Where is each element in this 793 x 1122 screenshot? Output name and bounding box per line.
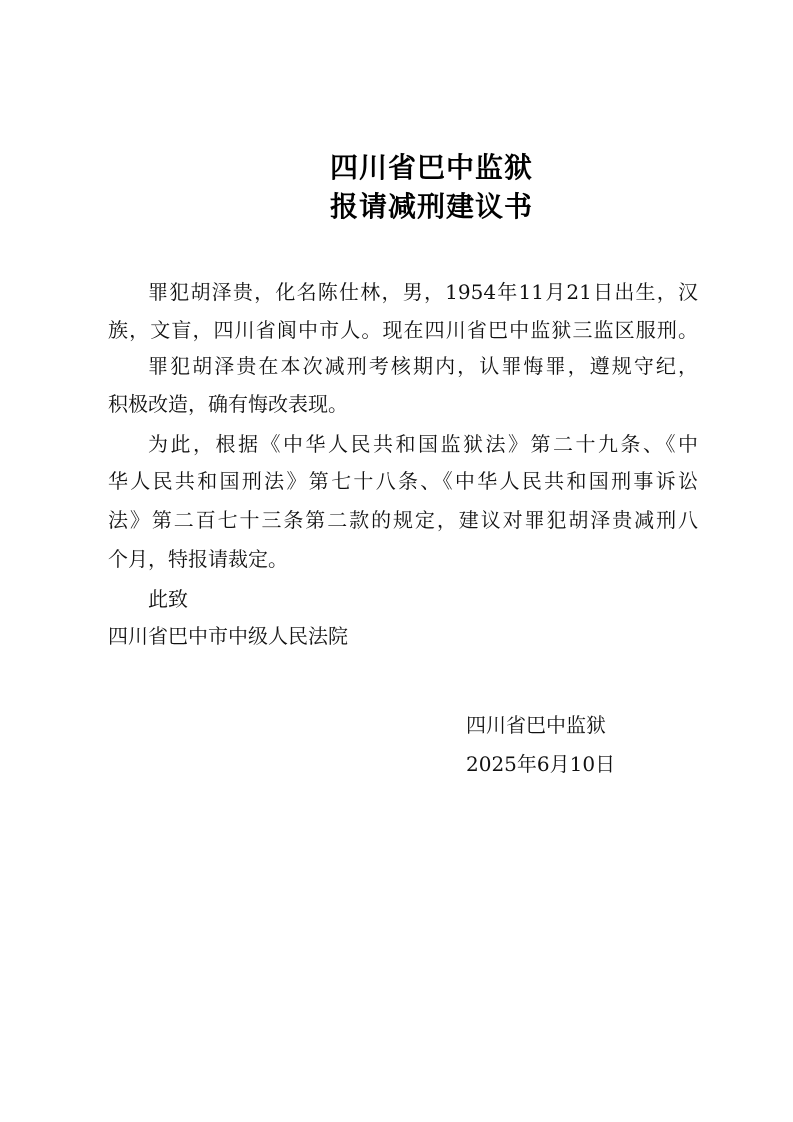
- paragraph3-line2: 华人民共和国刑法》第七十八条、《中华人民共和国刑事诉讼: [108, 469, 698, 493]
- paragraph3-line4: 个月，特报请裁定。: [108, 547, 288, 571]
- paragraph1-line2: 族，文盲，四川省阆中市人。现在四川省巴中监狱三监区服刑。: [108, 318, 698, 342]
- signature-date: 2025年6月10日: [466, 752, 616, 776]
- paragraph1-line1: 罪犯胡泽贵，化名陈仕林，男，1954年11月21日出生，汉: [148, 280, 698, 304]
- paragraph3-line1: 为此，根据《中华人民共和国监狱法》第二十九条、《中: [148, 432, 698, 456]
- paragraph2-line2: 积极改造，确有悔改表现。: [108, 392, 348, 416]
- paragraph3-line3: 法》第二百七十三条第二款的规定，建议对罪犯胡泽贵减刑八: [108, 508, 698, 532]
- signature-org: 四川省巴中监狱: [466, 713, 606, 737]
- paragraph2-line1: 罪犯胡泽贵在本次减刑考核期内，认罪悔罪，遵规守纪，: [148, 354, 698, 378]
- recipient: 四川省巴中市中级人民法院: [108, 624, 348, 648]
- salutation: 此致: [148, 587, 188, 611]
- document-title-line2: 报请减刑建议书: [329, 190, 533, 223]
- document-title-line1: 四川省巴中监狱: [329, 151, 533, 184]
